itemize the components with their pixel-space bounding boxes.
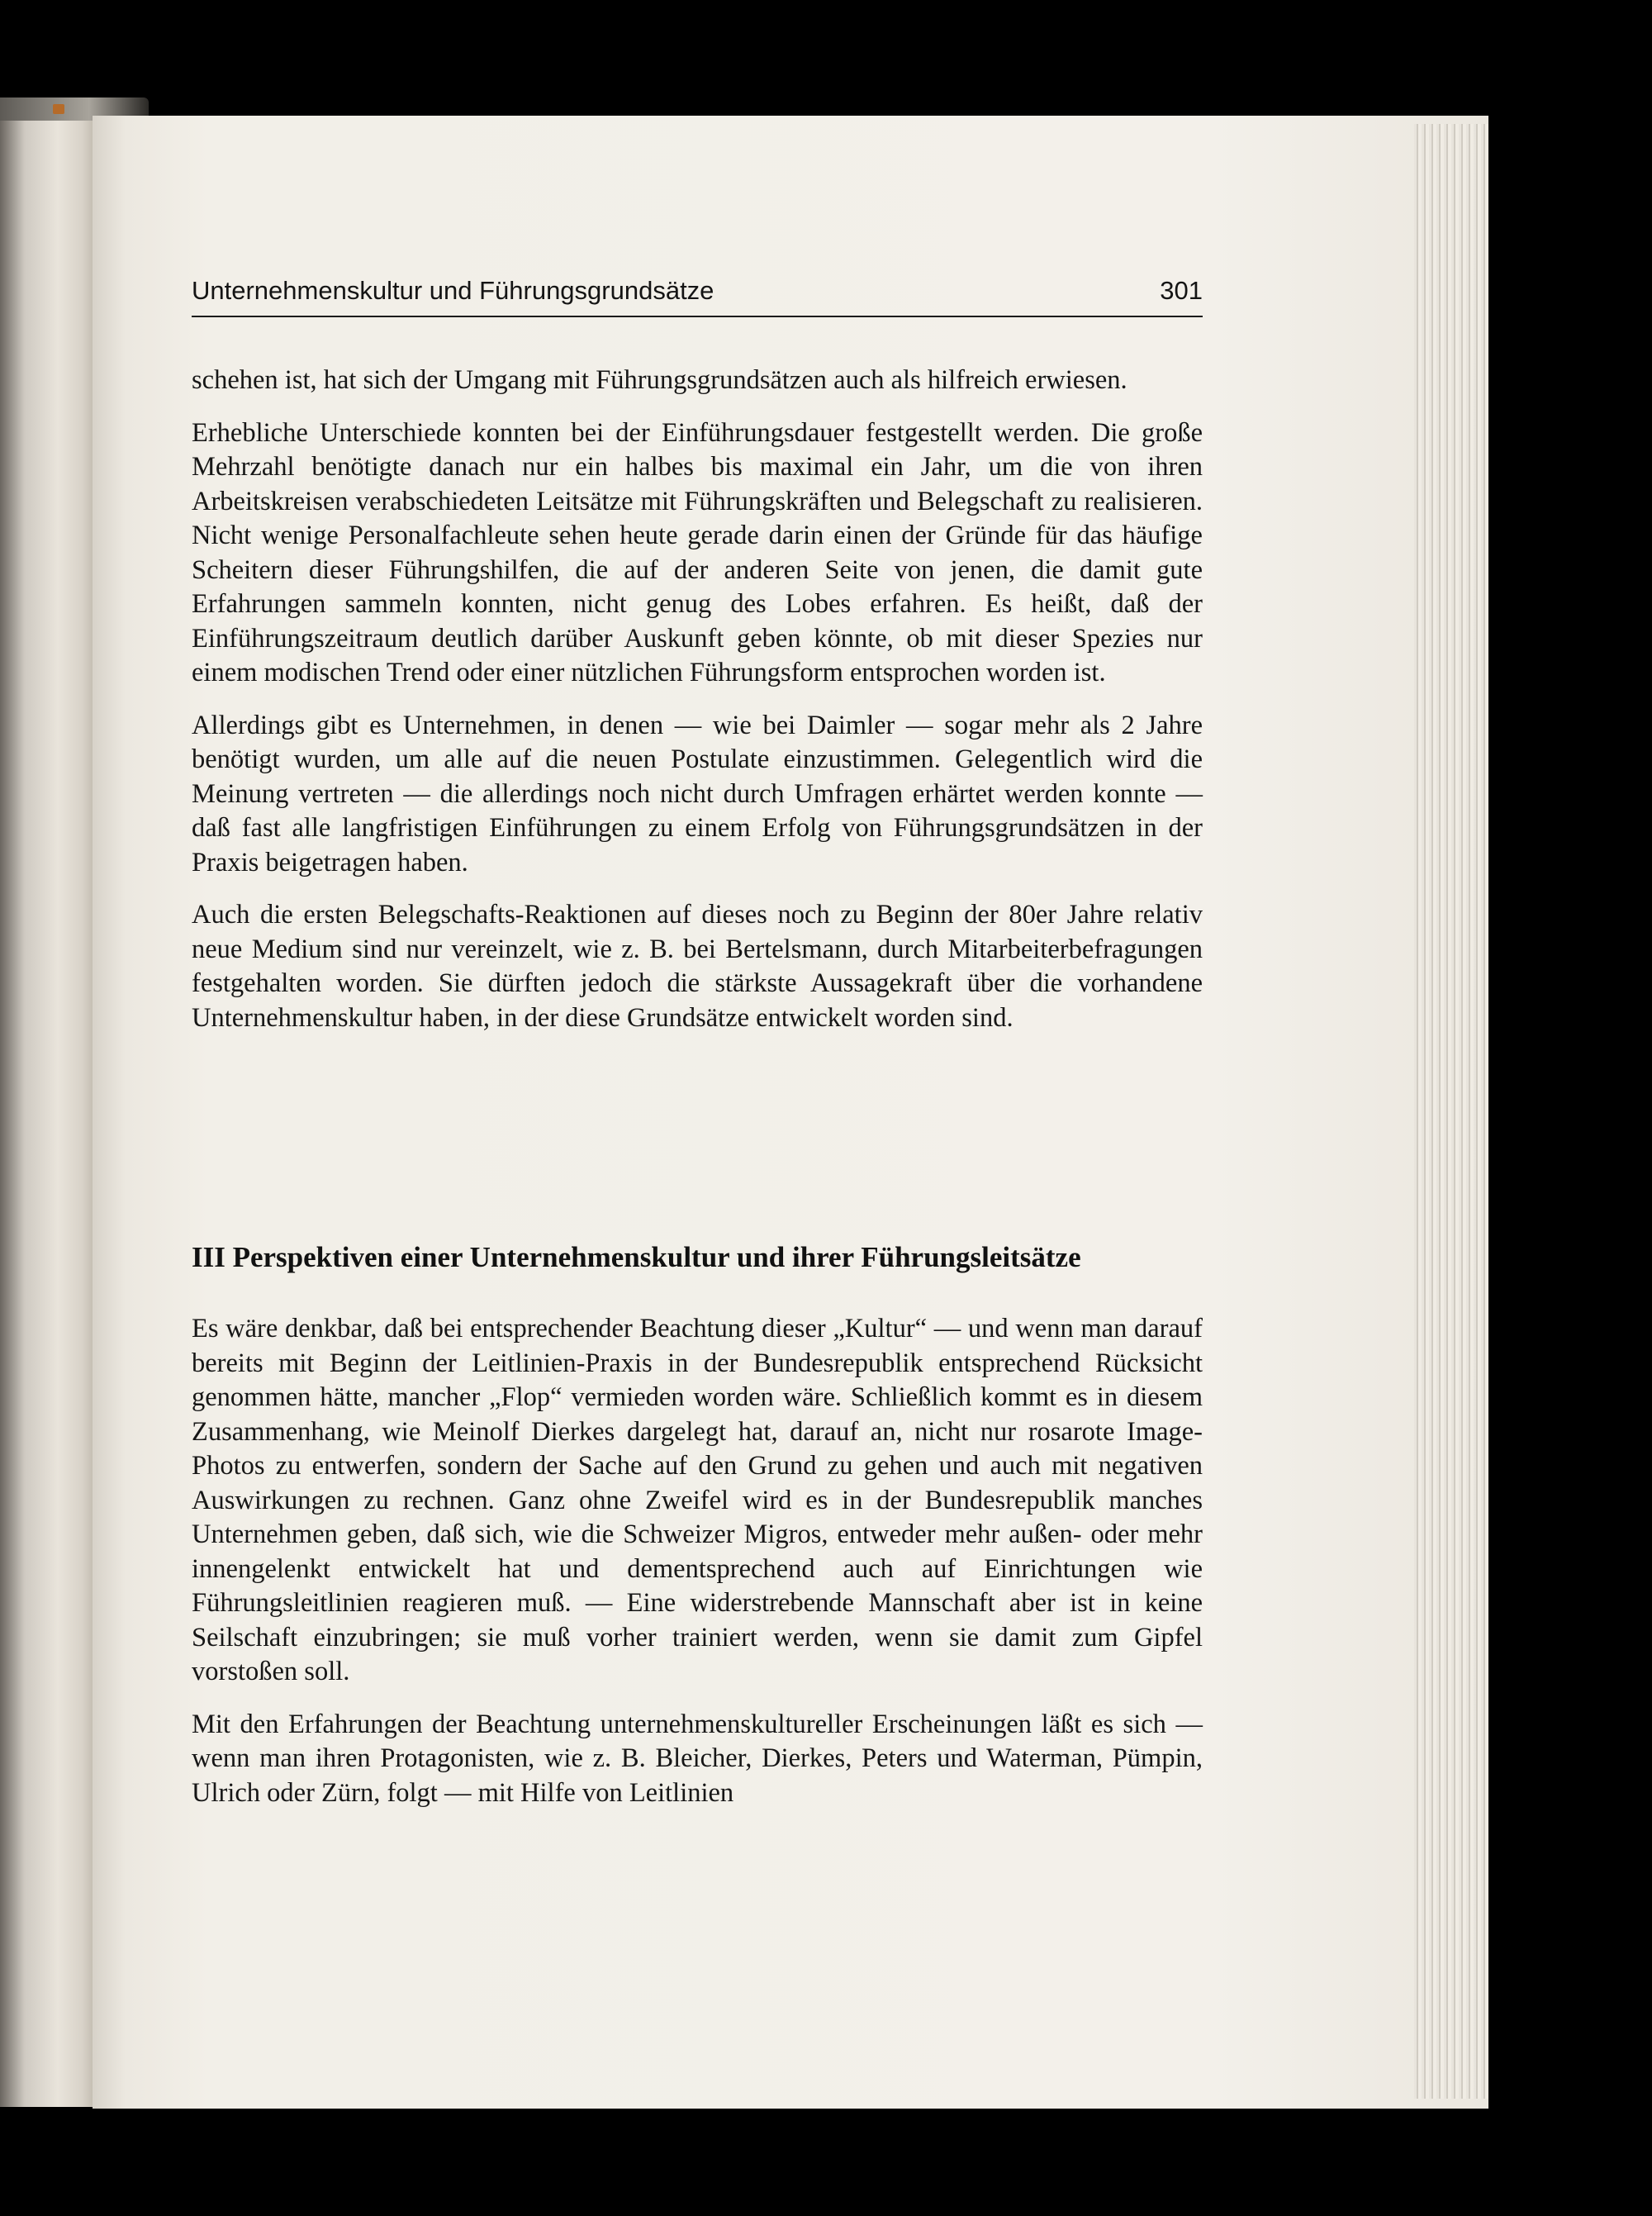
book-spine xyxy=(0,116,99,2107)
running-title: Unternehmenskultur und Führungsgrundsätze xyxy=(192,276,714,305)
paragraph: Auch die ersten Belegschafts-Reaktionen auf dieses noch zu Beginn der 80er Jahre relativ neue Medium sind nur vereinzelt, wie z. B. bei Bertelsmann, durch Mitarbeiterbefragungen festgehalten worden. Sie dürften jedoch die stärkste Aussagekraft über die vorhandene Unternehmenskultur haben, in der diese Grundsätze entwickelt worden sind. xyxy=(192,900,1203,1033)
body-text-bottom xyxy=(192,1312,1203,1828)
paragraph: Es wäre denkbar, daß bei entsprechender Beachtung dieser „Kultur“ — und wenn man darauf bereits mit Beginn der Leitlinien-Praxis in der Bundesrepublik entsprechend Rücksicht genommen hätte, mancher „Flop“ vermieden worden wäre. Schließlich kommt es in diesem Zusammenhang, wie Meinolf Dierkes dargelegt hat, darauf an, nicht nur rosarote Image-Photos zu entwerfen, sondern der Sache auf den Grund zu gehen und auch mit negativen Auswirkungen zu rechnen. Ganz ohne Zweifel wird es in der Bundesrepublik manches Unternehmen geben, daß sich, wie die Schweizer Migros, entweder mehr außen- oder mehr innengelenkt entwickelt hat und dementsprechend auch auf Einrichtungen wie Führungsleitlinien reagieren muß. — Eine widerstrebende Mannschaft aber ist in keine Seilschaft einzubringen; sie muß vorher trainiert werden, wenn sie damit zum Gipfel vorstoßen soll. xyxy=(192,1314,1203,1686)
paragraph: schehen ist, hat sich der Umgang mit Führungsgrundsätzen auch als hilfreich erwiesen. xyxy=(192,365,1127,395)
paragraph: Mit den Erfahrungen der Beachtung unternehmenskultureller Erscheinungen läßt es sich — wenn man ihren Protagonisten, wie z. B. Bleicher, Dierkes, Peters und Waterman, Pümpin, Ulrich oder Zürn, folgt — mit Hilfe von Leitlinien xyxy=(192,1709,1203,1808)
paragraph: Allerdings gibt es Unternehmen, in denen — wie bei Daimler — sogar mehr als 2 Jahre benötigt wurden, um alle auf die neuen Postulate einzustimmen. Gelegentlich wird die Meinung vertreten — die allerdings noch nicht durch Umfragen erhärtet werden konnte — daß fast alle langfristigen Einführungen zu einem Erfolg von Führungsgrundsätzen in der Praxis beigetragen haben. xyxy=(192,710,1203,877)
section-heading: III Perspektiven einer Unternehmenskultur und ihrer Führungsleitsätze xyxy=(192,1241,1081,1273)
body-text-top xyxy=(192,364,1203,1053)
running-header xyxy=(192,263,1203,306)
paragraph: Erhebliche Unterschiede konnten bei der Einführungsdauer festgestellt werden. Die große Mehrzahl benötigte danach nur ein halbes bis maximal ein Jahr, um die von ihren Arbeitskreisen verabschiedeten Leitsätze mit Führungskräften und Belegschaft zu realisieren. Nicht wenige Personalfachleute sehen heute gerade darin einen der Gründe für das häufige Scheitern dieser Führungshilfen, die auf der anderen Seite von jenen, die damit gute Erfahrungen sammeln konnten, nicht genug des Lobes erfahren. Es heißt, daß der Einführungszeitraum deutlich darüber Auskunft geben könnte, ob mit dieser Spezies nur einem modischen Trend oder einer nützlichen Führungsform entsprochen worden ist. xyxy=(192,417,1203,687)
page-stack-edge xyxy=(1414,124,1488,2099)
header-rule xyxy=(192,316,1203,317)
page-number: 301 xyxy=(1160,276,1203,305)
bookmark-ribbon xyxy=(53,104,64,114)
